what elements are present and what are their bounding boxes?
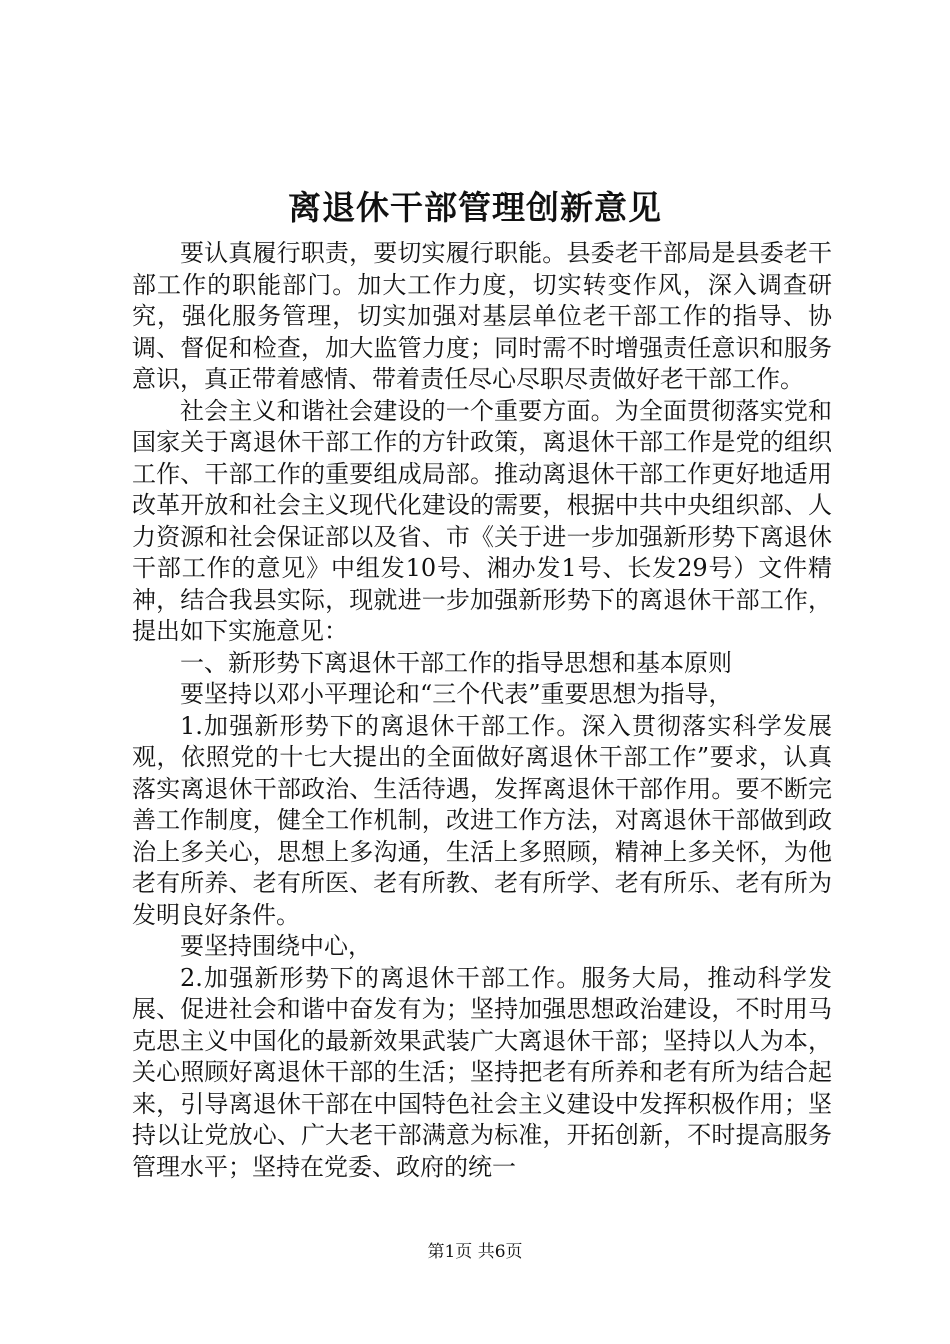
document-title: 离退休干部管理创新意见 [288,188,662,227]
page-number-footer: 第1页 共6页 [427,1242,523,1262]
paragraph: 要认真履行职责，要切实履行职能。县委老干部局是县委老干部工作的职能部门。加大工作力度，切实转变作风，深入调查研究，强化服务管理，切实加强对基层单位老干部工作的指导、协调、督促和检查，加大监管力度；同时需不时增强责任意识和服务意识，真正带着感情、带着责任尽心尽职尽责做好老干部工作。 [132,239,832,393]
paragraph: 要坚持围绕中心， [180,932,372,960]
section-heading: 一、新形势下离退休干部工作的指导思想和基本原则 [180,648,732,677]
document-body [132,238,832,1183]
paragraph: 2.加强新形势下的离退休干部工作。服务大局，推动科学发展、促进社会和谐中奋发有为；坚持加强思想政治建设，不时用马克思主义中国化的最新效果武装广大离退休干部；坚持以人为本，关心照顾好离退休干部的生活；坚持把老有所养和老有所为结合起来，引导离退休干部在中国特色社会主义建设中发挥积极作用；坚持以让党放心、广大老干部满意为标准，开拓创新，不时提高服务管理水平；坚持在党委、政府的统一 [132,963,832,1181]
paragraph: 要坚持以邓小平理论和“三个代表”重要思想为指导， [180,680,733,708]
paragraph: 1.加强新形势下的离退休干部工作。深入贯彻落实科学发展观，依照党的十七大提出的全面做好离退休干部工作”要求，认真落实离退休干部政治、生活待遇，发挥离退休干部作用。要不断完善工作制度，健全工作机制，改进工作方法，对离退休干部做到政治上多关心，思想上多沟通，生活上多照顾，精神上多关怀，为他老有所养、老有所医、老有所教、老有所学、老有所乐、老有所为发明良好条件。 [132,711,832,929]
paragraph: 社会主义和谐社会建设的一个重要方面。为全面贯彻落实党和国家关于离退休干部工作的方针政策，离退休干部工作是党的组织工作、干部工作的重要组成局部。推动离退休干部工作更好地适用改革开放和社会主义现代化建设的需要，根据中共中央组织部、人力资源和社会保证部以及省、市《关于进一步加强新形势下离退休干部工作的意见》中组发10号、湘办发1号、长发29号）文件精神，结合我县实际，现就进一步加强新形势下的离退休干部工作，提出如下实施意见： [132,396,832,645]
